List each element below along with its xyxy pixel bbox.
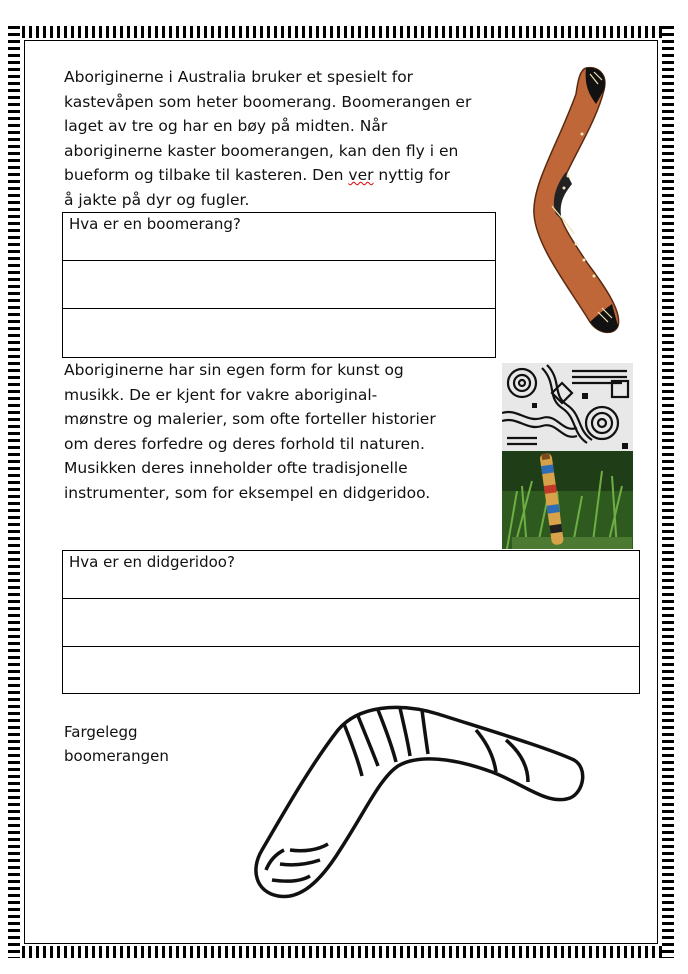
question-label: Hva er en didgeridoo? bbox=[69, 553, 235, 571]
question-label-row bbox=[63, 213, 495, 261]
caption-line: Fargelegg bbox=[64, 723, 138, 741]
text-line: musikk. De er kjent for vakre aboriginal- bbox=[64, 385, 378, 404]
question-label-row bbox=[63, 551, 639, 599]
answer-line[interactable] bbox=[63, 647, 639, 695]
border-bottom bbox=[8, 946, 674, 958]
art-music-paragraph bbox=[64, 358, 494, 505]
text-line: Musikken deres inneholder ofte tradisjonelle bbox=[64, 459, 408, 477]
caption-line: boomerangen bbox=[64, 747, 169, 765]
question-box-didgeridoo bbox=[62, 550, 640, 694]
answer-line[interactable] bbox=[63, 599, 639, 647]
question-label: Hva er en boomerang? bbox=[69, 215, 241, 233]
boomerang-paragraph bbox=[64, 65, 516, 212]
border-right bbox=[662, 26, 674, 958]
text-span: nyttig for bbox=[373, 166, 450, 184]
text-line: Aboriginerne har sin egen form for kunst og bbox=[64, 361, 404, 379]
didgeridoo-photo bbox=[502, 451, 633, 549]
text-line: å jakte på dyr og fugler. bbox=[64, 190, 250, 209]
question-box-boomerang bbox=[62, 212, 496, 358]
text-line: instrumenter, som for eksempel en didgeridoo. bbox=[64, 483, 431, 502]
text-line: mønstre og malerier, som ofte forteller historier bbox=[64, 410, 436, 428]
text-line: om deres forfedre og deres forhold til naturen. bbox=[64, 434, 425, 453]
misspelled-word: ver bbox=[348, 166, 374, 184]
text-line: Aboriginerne i Australia bruker et spesielt for bbox=[64, 68, 414, 86]
coloring-caption bbox=[64, 720, 204, 768]
answer-line[interactable] bbox=[63, 309, 495, 357]
aboriginal-pattern-image bbox=[502, 363, 633, 451]
boomerang-photo bbox=[528, 64, 628, 336]
text-line bbox=[64, 163, 516, 188]
text-line: laget av tre og har en bøy på midten. Når bbox=[64, 117, 388, 135]
text-span: bueform og tilbake til kasteren. Den bbox=[64, 166, 349, 184]
boomerang-coloring-outline[interactable] bbox=[248, 700, 588, 910]
text-line: aboriginerne kaster boomerangen, kan den fly i en bbox=[64, 141, 459, 160]
answer-line[interactable] bbox=[63, 261, 495, 309]
border-left bbox=[8, 26, 20, 958]
text-line: kastevåpen som heter boomerang. Boomerangen er bbox=[64, 92, 472, 111]
border-top bbox=[8, 26, 674, 38]
